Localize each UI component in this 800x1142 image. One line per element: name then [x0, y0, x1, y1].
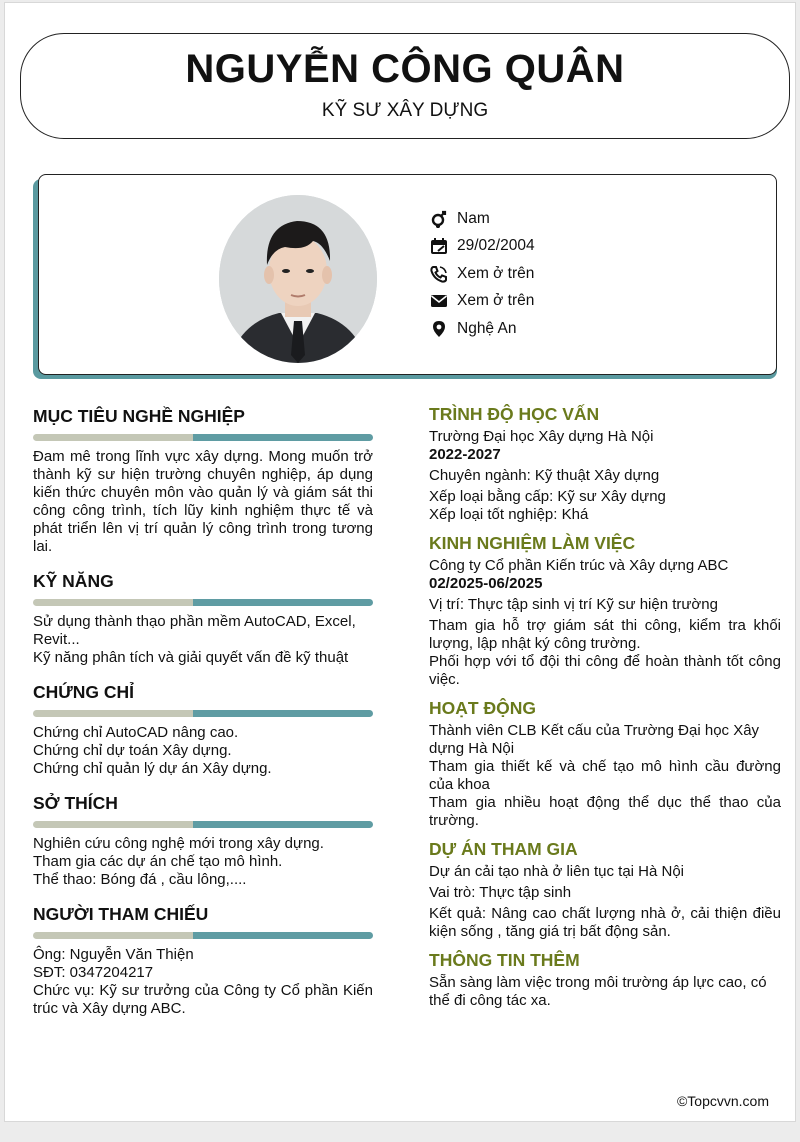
experience-duty: Tham gia hỗ trợ giám sát thi công, kiểm tra khối lượng, lập nhật ký công trường.: [429, 617, 781, 652]
additional-text: Sẵn sàng làm việc trong môi trường áp lực cao, có thể đi công tác xa.: [429, 974, 767, 1009]
references-section: [33, 903, 373, 1018]
projects-section: [429, 838, 781, 941]
contact-gender: [429, 205, 535, 233]
skills-section: [33, 570, 373, 667]
gender-icon: [429, 209, 449, 229]
hobby-item: Thể thao: Bóng đá , cầu lông,....: [33, 871, 247, 888]
email-text: Xem ở trên: [457, 292, 535, 310]
profile-card: [38, 174, 777, 375]
right-column: [429, 403, 781, 1018]
education-section: [429, 403, 781, 524]
section-divider: [33, 710, 373, 717]
experience-section: [429, 532, 781, 689]
calendar-icon: [429, 236, 449, 256]
contact-birthday: [429, 233, 535, 261]
experience-title: KINH NGHIỆM LÀM VIỆC: [429, 533, 636, 553]
additional-title: THÔNG TIN THÊM: [429, 950, 580, 970]
section-divider: [33, 599, 373, 606]
skill-item: Kỹ năng phân tích và giải quyết vấn đề kỹ thuật: [33, 649, 349, 666]
email-icon: [429, 291, 449, 311]
projects-title: DỰ ÁN THAM GIA: [429, 839, 578, 859]
activity-item: Tham gia thiết kế và chế tạo mô hình cầu đường của khoa: [429, 758, 781, 793]
project-name: Dự án cải tạo nhà ở liên tục tại Hà Nội: [429, 863, 685, 880]
contact-list: [429, 205, 535, 343]
activity-item: Thành viên CLB Kết cấu của Trường Đại học Xây dựng Hà Nội: [429, 722, 760, 757]
objective-title: MỤC TIÊU NGHỀ NGHIỆP: [33, 406, 245, 426]
avatar: [219, 195, 377, 363]
certificate-item: Chứng chỉ dự toán Xây dựng.: [33, 742, 232, 759]
contact-location: [429, 315, 535, 343]
certificates-section: [33, 681, 373, 778]
activities-title: HOẠT ĐỘNG: [429, 698, 536, 718]
left-column: [33, 405, 373, 1032]
experience-company: Công ty Cổ phần Kiến trúc và Xây dựng ABC: [429, 557, 729, 574]
experience-position: Vị trí: Thực tập sinh vị trí Kỹ sư hiện trường: [429, 596, 718, 613]
education-major: Chuyên ngành: Kỹ thuật Xây dựng: [429, 467, 660, 484]
experience-duty: Phối hợp với tổ đội thi công để hoàn thành tốt công việc.: [429, 653, 781, 688]
footer-credit[interactable]: ©Topcvvn.com: [676, 1093, 769, 1109]
section-divider: [33, 932, 373, 939]
education-school: Trường Đại học Xây dựng Hà Nội: [429, 428, 654, 445]
references-title: NGƯỜI THAM CHIẾU: [33, 904, 209, 924]
cv-header: [20, 33, 790, 139]
project-result: Kết quả: Nâng cao chất lượng nhà ở, cải thiện điều kiện sống , tăng giá trị bất động sản.: [429, 905, 781, 940]
section-divider: [33, 821, 373, 828]
education-degree: Xếp loại bằng cấp: Kỹ sư Xây dựng: [429, 488, 666, 505]
certificate-item: Chứng chỉ quản lý dự án Xây dựng.: [33, 760, 272, 777]
reference-item: Chức vụ: Kỹ sư trưởng của Công ty Cổ phần Kiến trúc và Xây dựng ABC.: [33, 982, 373, 1017]
contact-email[interactable]: [429, 288, 535, 316]
phone-icon: [429, 264, 449, 284]
reference-item: Ông: Nguyễn Văn Thiện: [33, 946, 194, 963]
skill-item: Sử dụng thành thạo phần mềm AutoCAD, Excel, Revit...: [33, 613, 356, 648]
project-role: Vai trò: Thực tập sinh: [429, 884, 572, 901]
birthday-text: 29/02/2004: [457, 237, 535, 255]
education-period: 2022-2027: [429, 446, 501, 463]
contact-phone[interactable]: [429, 260, 535, 288]
location-icon: [429, 319, 449, 339]
education-title: TRÌNH ĐỘ HỌC VẤN: [429, 404, 600, 424]
cv-page: [4, 2, 796, 1122]
hobbies-title: SỞ THÍCH: [33, 793, 118, 813]
objective-section: [33, 405, 373, 556]
phone-text: Xem ở trên: [457, 264, 535, 282]
reference-item: SĐT: 0347204217: [33, 964, 154, 981]
objective-text: Đam mê trong lĩnh vực xây dựng. Mong muốn trở thành kỹ sư hiện trường chuyên nghiệp, áp dụng kiến thức chuyên môn vào quản lý và giám sát thi công công trình, tích lũy kinh nghiệm thực tế và phát triển lên vị trí quản lý công trình trong tương lai.: [33, 448, 373, 555]
section-divider: [33, 434, 373, 441]
location-text: Nghệ An: [457, 319, 517, 337]
activity-item: Tham gia nhiều hoạt động thể dục thể thao của trường.: [429, 794, 781, 829]
activities-section: [429, 697, 781, 830]
additional-section: [429, 949, 781, 1010]
hobbies-section: [33, 792, 373, 889]
skills-title: KỸ NĂNG: [33, 571, 114, 591]
job-title: KỸ SƯ XÂY DỰNG: [321, 100, 489, 121]
hobby-item: Nghiên cứu công nghệ mới trong xây dựng.: [33, 835, 324, 852]
certificates-title: CHỨNG CHỈ: [33, 682, 135, 702]
experience-period: 02/2025-06/2025: [429, 575, 543, 592]
gender-text: Nam: [457, 209, 490, 227]
certificate-item: Chứng chỉ AutoCAD nâng cao.: [33, 724, 239, 741]
education-grade: Xếp loại tốt nghiệp: Khá: [429, 506, 589, 523]
hobby-item: Tham gia các dự án chế tạo mô hình.: [33, 853, 283, 870]
full-name: NGUYỄN CÔNG QUÂN: [185, 47, 625, 91]
